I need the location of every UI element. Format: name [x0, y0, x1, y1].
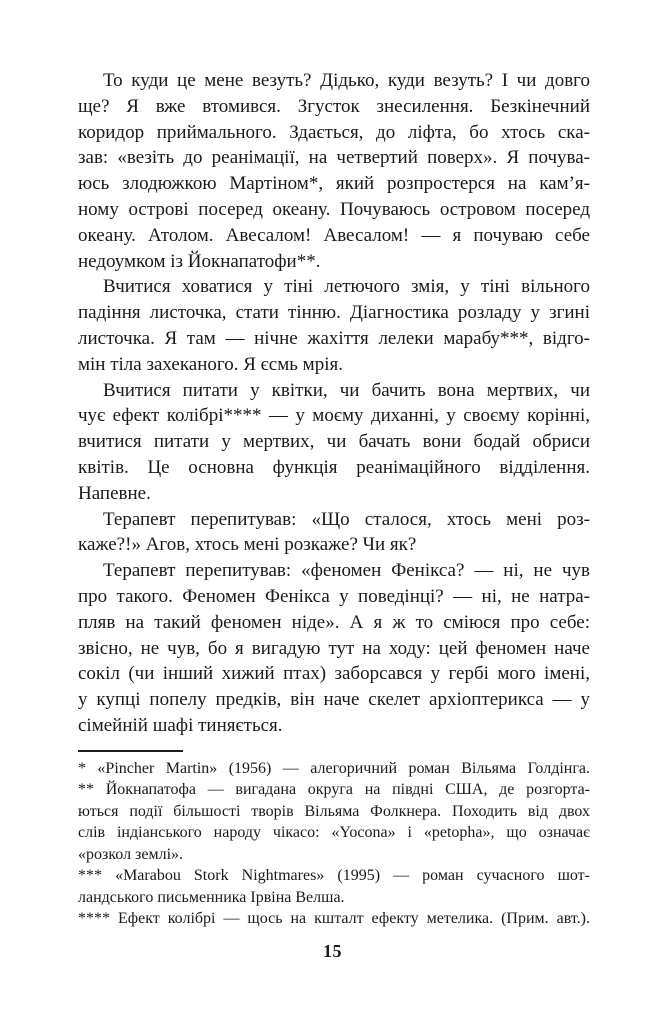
text-line: ються події більшості творів Вільяма Фолкнера. Походить від двох	[78, 802, 590, 820]
text-line: Терапевт перепитував: «феномен Фенікса? — ні, не чув	[103, 560, 590, 582]
text-line: сокіл (чи інший хижий птах) заборсався у гербі мого імені,	[78, 663, 590, 685]
footnote	[78, 865, 590, 908]
text-line: * «Pincher Martin» (1956) — алегоричний роман Вільяма Голдінга.	[78, 759, 590, 777]
footnotes	[78, 758, 590, 930]
text-line: коридор приймального. Здається, до ліфта, бо хтось ска-	[78, 121, 590, 143]
text-line: каже?!» Агов, хтось мені розкаже? Чи як?	[78, 534, 417, 556]
text-line: квітів. Це основна функція реанімаційного відділення.	[78, 456, 590, 478]
text-line: ландського письменника Ірвіна Велша.	[78, 888, 345, 906]
text-line: *** «Marabou Stork Nightmares» (1995) — роман сучасного шот-	[78, 867, 590, 885]
text-line: Напевне.	[78, 482, 151, 504]
text-line: зав: «везіть до реанімації, на четвертий поверх». Я почува-	[78, 147, 590, 169]
page-number: 15	[323, 941, 342, 961]
text-line: ному острові посеред океану. Почуваюсь островом посеред	[78, 198, 590, 220]
text-line: ще? Я вже втомився. Згусток знесилення. Безкінечний	[78, 95, 590, 117]
text-line: листочка. Я там — нічне жахіття лелеки марабу***, відго-	[78, 327, 590, 349]
text-line: пляв на такий феномен ніде». А я ж то сміюся про себе:	[78, 611, 590, 633]
body-text	[78, 68, 590, 739]
text-line: у купці попелу предків, він наче скелет архіоптерикса — у	[78, 689, 590, 711]
text-line: недоумком із Йокнапатофи**.	[78, 250, 321, 272]
text-line: ** Йокнапатофа — вигадана округа на півдні США, де розгорта-	[78, 781, 590, 799]
text-line: чує ефект колібрі**** — у моєму диханні, у своєму корінні,	[78, 405, 590, 427]
footnote	[78, 758, 590, 780]
footnote-separator	[78, 750, 183, 752]
text-line: слів індіанського народу чікасо: «Yocona» і «petopha», що означає	[78, 824, 590, 842]
text-line: «розкол землі».	[78, 845, 184, 863]
text-line: про такого. Феномен Фенікса у поведінці? — ні, не натра-	[78, 585, 590, 607]
paragraph	[78, 558, 590, 739]
paragraph	[78, 274, 590, 377]
text-line: звісно, не чув, бо я вигадую тут на ходу: цей феномен наче	[78, 637, 590, 659]
text-line: вчитися питати у мертвих, чи бачать вони бодай обриси	[78, 431, 590, 453]
text-line: сімейній шафі тиняється.	[78, 714, 283, 736]
text-line: Терапевт перепитував: «Що сталося, хтось мені роз-	[103, 508, 590, 530]
text-line: Вчитися ховатися у тіні летючого змія, у тіні вільного	[103, 276, 590, 298]
text-line: юсь злодюжкою Мартіном*, який розпростерся на кам’я-	[78, 173, 590, 195]
text-line: То куди це мене везуть? Дідько, куди везуть? І чи довго	[103, 70, 590, 91]
text-line: океану. Атолом. Авесалом! Авесалом! — я почуваю себе	[78, 224, 590, 246]
text-line: **** Ефект колібрі — щось на кшталт ефекту метелика. (Прим. авт.).	[78, 910, 590, 928]
paragraph	[78, 378, 590, 507]
text-line: Вчитися питати у квітки, чи бачить вона мертвих, чи	[103, 379, 590, 401]
footnote	[78, 779, 590, 865]
paragraph	[78, 507, 590, 559]
text-line: мін тіла захеканого. Я єсмь мрія.	[78, 353, 343, 375]
paragraph	[78, 68, 590, 274]
footnote	[78, 908, 590, 930]
text-line: падіння листочка, стати тінню. Діагностика розладу у згині	[78, 302, 590, 324]
